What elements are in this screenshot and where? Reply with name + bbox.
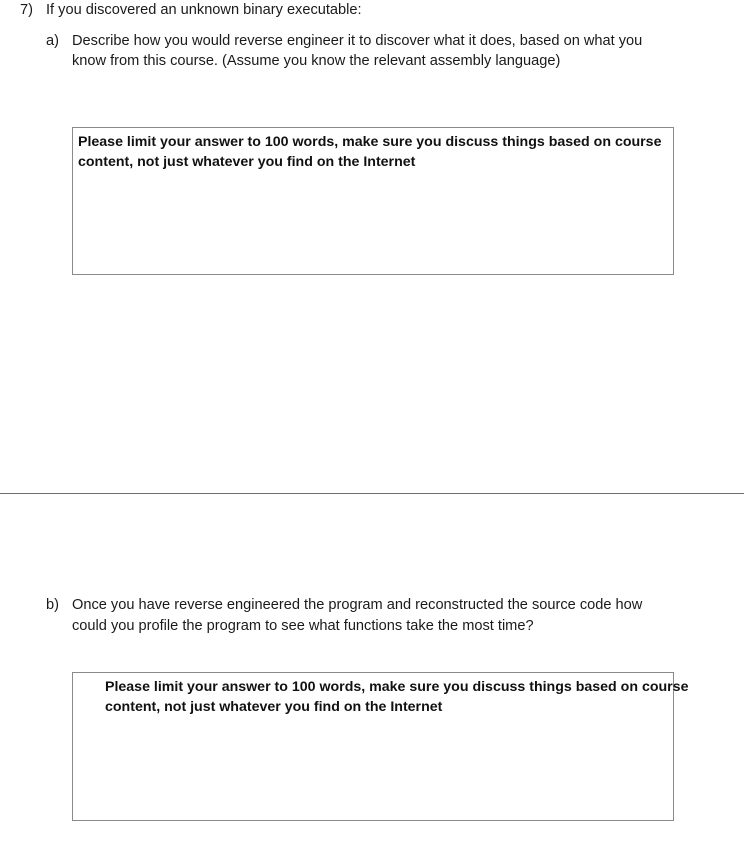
part-a-hint-line1: Please limit your answer to 100 words, make sure you discuss things based on course: [78, 134, 662, 150]
question-text: If you discovered an unknown binary executable:: [46, 2, 362, 18]
part-a-prompt-line1: Describe how you would reverse engineer it to discover what it does, based on what you: [72, 33, 643, 49]
part-b-hint-line2: content, not just whatever you find on the Internet: [105, 699, 443, 715]
part-b-hint-line1: Please limit your answer to 100 words, make sure you discuss things based on course: [105, 679, 689, 695]
page-divider: [0, 493, 744, 494]
part-b-prompt-line2: could you profile the program to see what functions take the most time?: [72, 618, 534, 634]
part-b-prompt-line1: Once you have reverse engineered the program and reconstructed the source code how: [72, 597, 643, 613]
question-number: 7): [20, 2, 33, 18]
part-a-prompt-line2: know from this course. (Assume you know the relevant assembly language): [72, 53, 561, 69]
part-a-hint-line2: content, not just whatever you find on the Internet: [78, 154, 416, 170]
part-a-answer-box[interactable]: [72, 127, 674, 275]
part-a-label: a): [46, 33, 59, 49]
part-b-label: b): [46, 597, 59, 613]
part-b-answer-box[interactable]: [72, 672, 689, 821]
